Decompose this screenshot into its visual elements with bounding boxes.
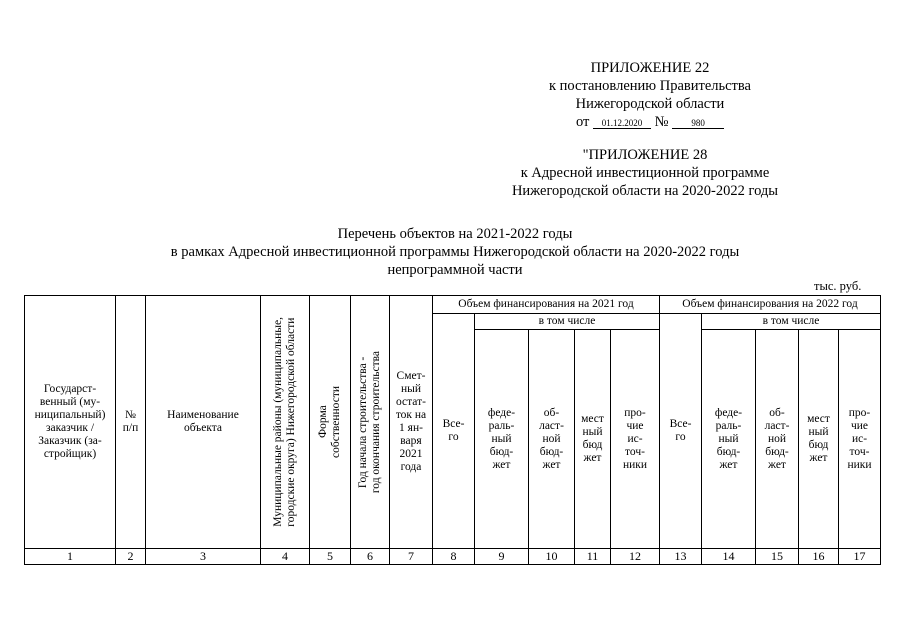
date-line <box>530 114 770 130</box>
remainder-line: варя <box>400 435 422 447</box>
ownership-line: собственности <box>330 386 342 458</box>
sub-federal-line: раль- <box>488 419 515 432</box>
header-other-2022 <box>839 330 880 548</box>
header-other-2021 <box>611 330 659 548</box>
customer-line: ниципальный) <box>34 409 106 421</box>
sub-regional-line: жет <box>542 458 561 471</box>
sub-regional-line: об- <box>543 406 560 419</box>
column-number: 11 <box>586 549 599 563</box>
sub-local-line: ный <box>582 426 603 438</box>
sub-local-line: жет <box>583 452 602 464</box>
sub-other-line: ники <box>847 458 872 471</box>
column-number: 9 <box>498 549 505 563</box>
customer-line: стройщик) <box>43 448 97 460</box>
row-number-line: № <box>125 409 136 421</box>
sub-federal-line: жет <box>719 458 738 471</box>
region-line: Нижегородской области <box>575 96 725 112</box>
header-row-number <box>116 296 145 548</box>
municipal-line: городские округа) Нижегородской области <box>285 317 297 527</box>
appendix2-title: "ПРИЛОЖЕНИЕ 28 <box>582 147 708 163</box>
column-number: 17 <box>853 549 866 563</box>
object-name-line: объекта <box>183 422 223 434</box>
header-fin-2022: Объем финансирования на 2022 год <box>682 298 858 310</box>
sub-other-line: ис- <box>851 432 868 445</box>
document-title <box>100 226 810 278</box>
years-line: Год начала строительства - <box>357 356 369 488</box>
header-object-name <box>146 296 260 548</box>
remainder-line: года <box>400 461 422 473</box>
remainder-line: 1 ян- <box>399 422 423 434</box>
appendix2-block <box>480 147 810 199</box>
row-number-line: п/п <box>122 422 139 434</box>
column-number: 5 <box>327 549 333 563</box>
column-number: 7 <box>408 549 414 563</box>
header-total-2021 <box>433 314 474 548</box>
header-federal-2021 <box>475 330 528 548</box>
column-number: 1 <box>67 549 73 563</box>
customer-line: венный (му- <box>39 396 101 408</box>
header-municipal <box>261 296 309 548</box>
appendix2-line2: к Адресной инвестиционной программе <box>520 165 770 181</box>
appendix2-line3: Нижегородской области на 2020-2022 годы <box>511 183 779 199</box>
years-line: год окончания строительства <box>370 350 382 494</box>
municipal-line: Муниципальные районы (муниципальные, <box>272 317 284 527</box>
sub-federal-line: раль- <box>715 419 742 432</box>
header-local-2021 <box>575 330 610 548</box>
header-including-2022: в том числе <box>762 315 820 327</box>
sub-other-line: чие <box>850 419 869 432</box>
header-regional-2022 <box>756 330 798 548</box>
column-number: 4 <box>282 549 288 563</box>
column-number: 15 <box>771 549 783 563</box>
date-prefix: от <box>575 114 590 130</box>
header-ownership <box>310 296 350 548</box>
appendix-block <box>530 60 770 130</box>
sub-regional-line: ной <box>542 432 561 445</box>
sub-other-line: про- <box>624 406 646 419</box>
sub-local-line: жет <box>809 452 828 464</box>
column-number: 12 <box>629 549 641 563</box>
remainder-line: ток на <box>395 409 427 421</box>
sub-federal-line: феде- <box>487 406 516 419</box>
header-federal-2022 <box>702 330 755 548</box>
sub-other-line: про- <box>848 406 871 419</box>
sub-regional-line: жет <box>768 458 786 471</box>
sub-federal-line: жет <box>492 458 511 471</box>
header-including-2021: в том числе <box>538 315 596 327</box>
number-sign: № <box>654 114 669 130</box>
sub-regional-line: ной <box>767 432 787 445</box>
sub-local-line: бюд <box>582 439 603 451</box>
sub-federal-line: ный <box>491 432 512 445</box>
resolution-line: к постановлению Правительства <box>549 78 751 94</box>
sub-local-line: бюд <box>808 439 829 451</box>
sub-other-line: чие <box>626 419 644 432</box>
sub-federal-line: бюд- <box>716 445 741 458</box>
sub-federal-line: бюд- <box>489 445 514 458</box>
sub-regional-line: об- <box>769 406 785 419</box>
sub-regional-line: бюд- <box>539 445 564 458</box>
remainder-line: ный <box>400 383 422 395</box>
header-local-2022 <box>799 330 838 548</box>
header-fin-2021: Объем финансирования на 2021 год <box>458 298 634 310</box>
appendix-number: ПРИЛОЖЕНИЕ 22 <box>590 60 710 76</box>
column-number: 14 <box>722 549 735 563</box>
header-customer <box>25 296 115 548</box>
remainder-line: остат- <box>396 396 426 408</box>
header-years <box>351 296 389 548</box>
column-number: 16 <box>812 549 825 563</box>
column-number: 2 <box>127 549 134 563</box>
customer-line: Государст- <box>43 383 97 395</box>
sub-federal-line: феде- <box>714 406 743 419</box>
sub-regional-line: ласт- <box>539 419 564 432</box>
number-value: 980 <box>672 118 724 129</box>
sub-other-line: точ- <box>849 445 870 458</box>
title-line1: Перечень объектов на 2021-2022 годы <box>337 226 573 242</box>
customer-line: заказчик / <box>45 422 95 434</box>
sub-regional-line: бюд- <box>765 445 789 458</box>
sub-other-line: точ- <box>625 445 645 458</box>
remainder-line: 2021 <box>399 448 423 460</box>
header-total-2022 <box>660 314 701 548</box>
remainder-line: Смет- <box>396 370 426 382</box>
title-line2: в рамках Адресной инвестиционной программы Нижегородской области на 2020-2022 годы <box>170 244 740 260</box>
sub-local-line: ный <box>808 426 829 438</box>
date-value: 01.12.2020 <box>593 118 651 129</box>
sub-total-line: го <box>675 431 686 443</box>
column-number: 13 <box>674 549 687 563</box>
header-remainder <box>390 296 432 548</box>
customer-line: Заказчик (за- <box>38 435 102 447</box>
column-number: 10 <box>545 549 558 563</box>
title-line3: непрограммной части <box>387 262 523 278</box>
header-regional-2021 <box>529 330 574 548</box>
object-name-line: Наименование <box>167 409 239 421</box>
column-number: 6 <box>367 549 373 563</box>
sub-local-line: мест <box>807 413 830 425</box>
column-number: 8 <box>450 549 457 563</box>
sub-total-line: Все- <box>442 418 465 430</box>
ownership-line: Форма <box>317 405 329 439</box>
sub-other-line: ники <box>622 458 648 471</box>
column-number: 3 <box>200 549 206 563</box>
sub-total-line: Все- <box>669 418 692 430</box>
sub-local-line: мест <box>581 413 604 425</box>
units-label: тыс. руб. <box>814 279 862 293</box>
sub-regional-line: ласт- <box>764 419 790 432</box>
sub-total-line: го <box>448 431 459 443</box>
sub-other-line: ис- <box>627 432 643 445</box>
sub-federal-line: ный <box>718 432 739 445</box>
